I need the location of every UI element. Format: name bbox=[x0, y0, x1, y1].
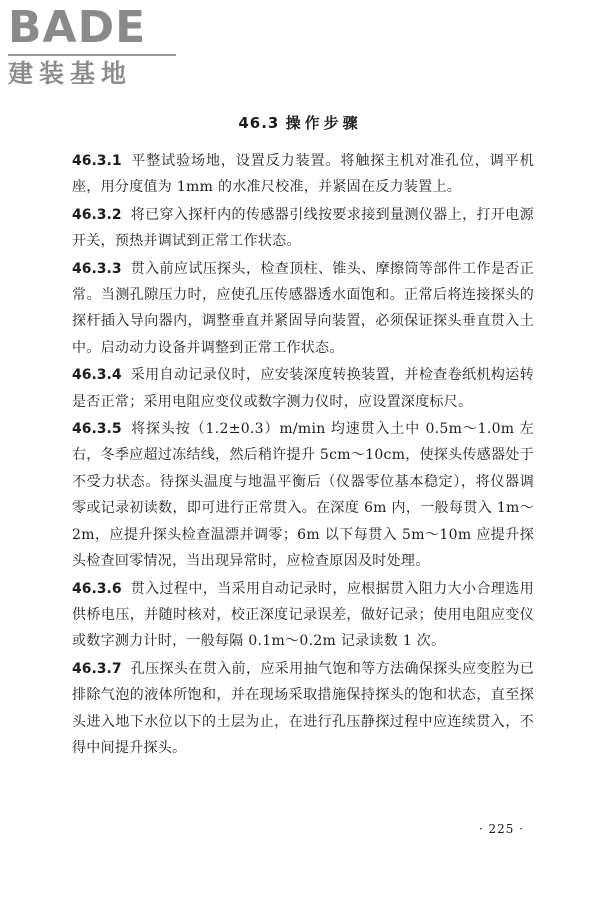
page-number: · 225 · bbox=[478, 822, 524, 836]
clause-paragraph bbox=[72, 148, 534, 201]
clause-number: 46.3.1 bbox=[72, 153, 122, 169]
clause-text: 将探头按（1.2±0.3）m/min 均速贯入土中 0.5m～1.0m 左右，冬季应超过冻结线，然后稍许提升 5cm～10cm，使探头传感器处于不受力状态。待探头温度与地温平衡后（仪器零位基本稳定），将仪器调零或记录初读数，即可进行正常贯入。在深度 6m 内，一般每贯入 1m～2m，应提升探头检查温漂并调零；6m 以下每贯入 5m～10m 应提升探头检查回零情况，当出现异常时，应检查原因及时处理。 bbox=[72, 421, 534, 570]
clause-text: 将已穿入探杆内的传感器引线按要求接到量测仪器上，打开电源开关，预热并调试到正常工作状态。 bbox=[72, 206, 534, 250]
clause-number: 46.3.3 bbox=[72, 260, 122, 277]
clause-paragraph bbox=[72, 256, 534, 362]
logo-subtitle: 建装基地 bbox=[8, 59, 133, 88]
logo-divider bbox=[8, 54, 176, 56]
clause-number: 46.3.4 bbox=[72, 367, 122, 384]
clause-paragraph bbox=[72, 576, 534, 655]
clause-text: 贯入前应试压探头，检查顶柱、锥头、摩擦筒等部件工作是否正常。当测孔隙压力时，应使孔压传感器透水面饱和。正常后将连接探头的探杆插入导向器内，调整垂直并紧固导向装置，必须保证探头垂直贯入土中。启动动力设备并调整到正常工作状态。 bbox=[72, 260, 534, 356]
clause-number: 46.3.5 bbox=[72, 421, 122, 438]
section-heading bbox=[0, 113, 600, 133]
clause-paragraph bbox=[72, 202, 534, 255]
clause-number: 46.3.7 bbox=[72, 660, 122, 677]
clause-paragraph bbox=[72, 656, 534, 762]
clause-number: 46.3.6 bbox=[72, 580, 122, 597]
clause-paragraph bbox=[72, 416, 534, 574]
clause-text: 平整试验场地，设置反力装置。将触探主机对准孔位，调平机座，用分度值为 1mm 的水准尺校准，并紧固在反力装置上。 bbox=[72, 153, 534, 196]
clause-text: 采用自动记录仪时，应安装深度转换装置，并检查卷纸机构运转是否正常；采用电阻应变仪或数字测力仪时，应设置深度标尺。 bbox=[72, 367, 534, 410]
logo-wordmark: BADE bbox=[8, 2, 147, 53]
clause-number: 46.3.2 bbox=[72, 206, 122, 223]
brand-logo bbox=[8, 4, 183, 94]
section-number: 46.3 bbox=[238, 114, 280, 132]
clause-text: 孔压探头在贯入前，应采用抽气饱和等方法确保探头应变腔为已排除气泡的液体所饱和，并在现场采取措施保持探头的饱和状态，直至探头进入地下水位以下的土层为止，在进行孔压静探过程中应连续贯入，不得中间提升探头。 bbox=[72, 660, 534, 756]
clause-paragraph bbox=[72, 362, 534, 415]
document-body bbox=[72, 148, 534, 762]
clause-text: 贯入过程中，当采用自动记录时，应根据贯入阻力大小合理选用供桥电压，并随时核对，校正深度记录误差，做好记录；使用电阻应变仪或数字测力计时，一般每隔 0.1m～0.2m 记录读数 1 次。 bbox=[72, 580, 534, 650]
section-title: 操作步骤 bbox=[285, 114, 362, 132]
